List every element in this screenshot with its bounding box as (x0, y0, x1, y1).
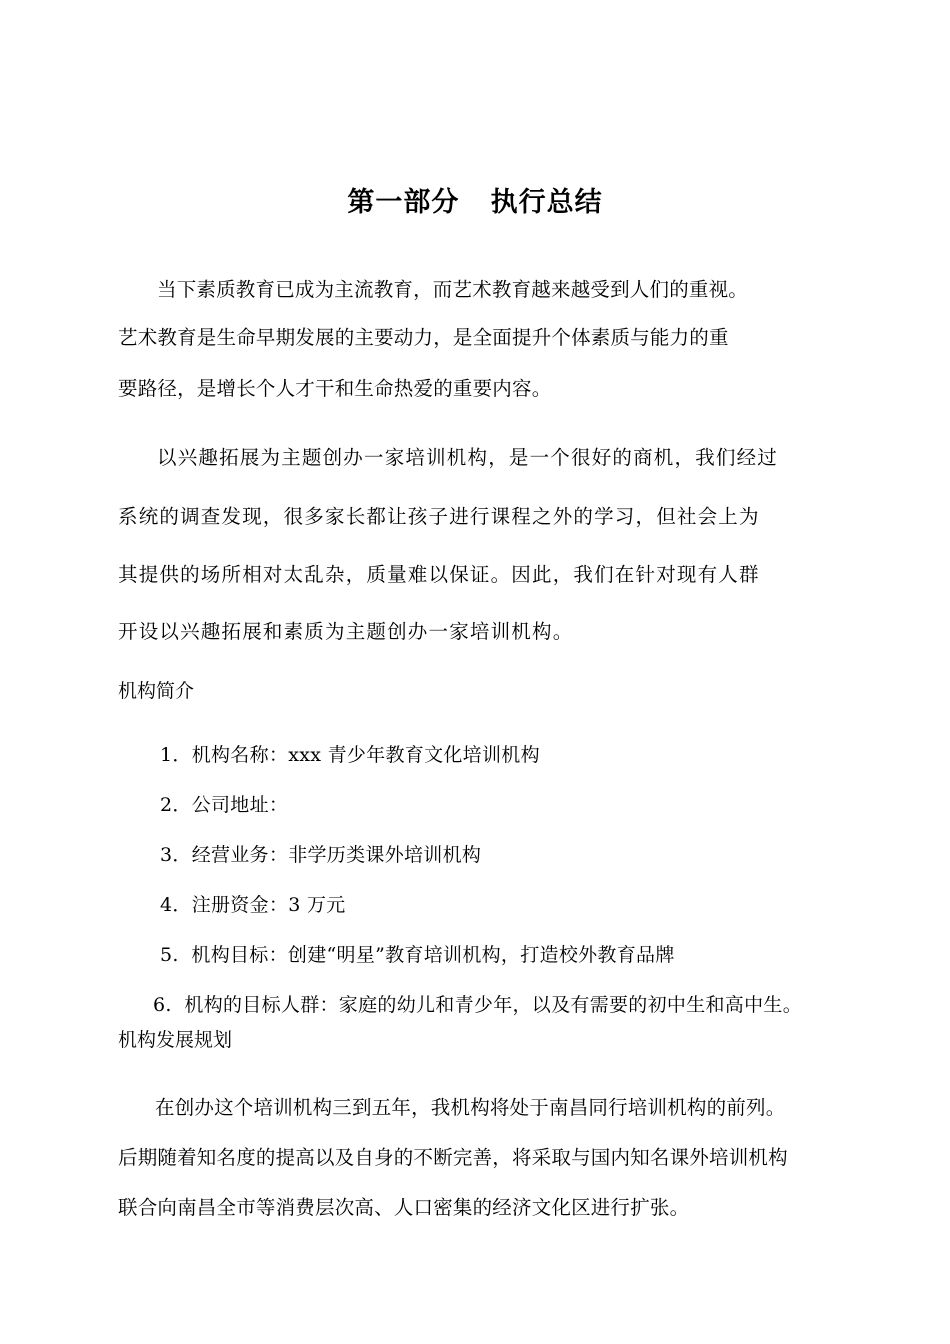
intro-item-6: 6. 机构的目标人群：家庭的幼儿和青少年，以及有需要的初中生和高中生。 (153, 994, 803, 1016)
intro-line-3: 要路径，是增长个人才干和生命热爱的重要内容。 (118, 377, 552, 400)
intro-item-1: 1．机构名称：xxx 青少年教育文化培训机构 (160, 744, 540, 766)
plan-line-2: 后期随着知名度的提高以及自身的不断完善，将采取与国内知名课外培训机构 (118, 1146, 788, 1169)
intro-item-5: 5. 机构目标：创建“明星”教育培训机构，打造校外教育品牌 (160, 944, 675, 966)
intro-item-3: 3．经营业务：非学历类课外培训机构 (160, 844, 482, 866)
plan-line-3: 联合向南昌全市等消费层次高、人口密集的经济文化区进行扩张。 (118, 1196, 690, 1219)
heading-intro: 机构简介 (118, 680, 195, 702)
intro-item-4: 4．注册资金：3 万元 (160, 894, 346, 916)
plan-line-1: 在创办这个培训机构三到五年，我机构将处于南昌同行培训机构的前列。 (155, 1096, 786, 1119)
intro-line-2: 艺术教育是生命早期发展的主要动力，是全面提升个体素质与能力的重 (118, 326, 729, 349)
heading-plan: 机构发展规划 (118, 1029, 233, 1051)
business-line-2: 系统的调查发现，很多家长都让孩子进行课程之外的学习，但社会上为 (118, 505, 760, 528)
business-line-4: 开设以兴趣拓展和素质为主题创办一家培训机构。 (118, 620, 574, 643)
section-title: 第一部分 执行总结 (347, 187, 603, 218)
business-line-1: 以兴趣拓展为主题创办一家培训机构，是一个很好的商机，我们经过 (157, 446, 779, 469)
intro-item-2: 2．公司地址： (160, 794, 289, 816)
business-line-3: 其提供的场所相对太乱杂，质量难以保证。因此，我们在针对现有人群 (118, 563, 760, 586)
intro-line-1: 当下素质教育已成为主流教育，而艺术教育越来越受到人们的重视。 (157, 278, 749, 301)
